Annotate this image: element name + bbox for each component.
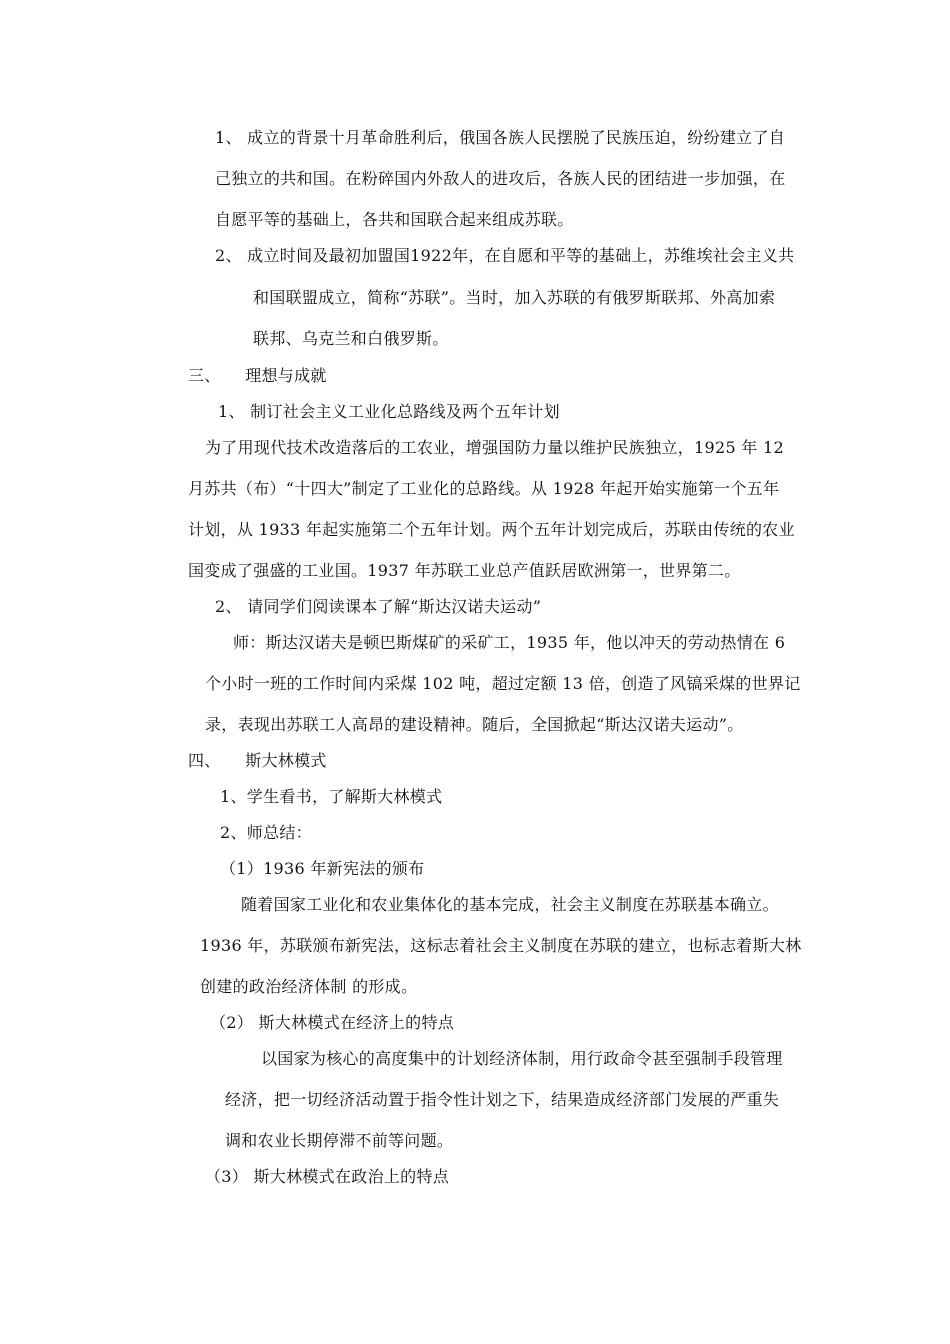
text-line: （3） 斯大林模式在政治上的特点	[205, 1167, 450, 1186]
text-line: 自愿平等的基础上，各共和国联合起来组成苏联。	[215, 210, 574, 229]
text-line: 以国家为核心的高度集中的计划经济体制，用行政命令甚至强制手段管理	[261, 1049, 783, 1068]
text-line: （1）1936 年新宪法的颁布	[220, 859, 425, 878]
text-line: 创建的政治经济体制 的形成。	[200, 977, 418, 996]
text-line: 联邦、乌克兰和白俄罗斯。	[253, 329, 449, 348]
text-line: 和国联盟成立，简称“苏联”。当时，加入苏联的有俄罗斯联邦、外高加索	[253, 288, 776, 307]
text-line: 1、 制订社会主义工业化总路线及两个五年计划	[218, 402, 560, 421]
text-line: 为了用现代技术改造落后的工农业，增强国防力量以维护民族独立，1925 年 12	[205, 438, 784, 457]
text-line: 2、 请同学们阅读课本了解“斯达汉诺夫运动”	[215, 597, 542, 616]
text-line: 月苏共（布）“十四大”制定了工业化的总路线。从 1928 年起开始实施第一个五年	[188, 479, 780, 498]
text-line: 国变成了强盛的工业国。1937 年苏联工业总产值跃居欧洲第一，世界第二。	[188, 561, 741, 580]
section-heading: 三、 理想与成就	[188, 366, 327, 385]
text-line: 随着国家工业化和农业集体化的基本完成，社会主义制度在苏联基本确立。	[241, 895, 779, 914]
text-line: 计划，从 1933 年起实施第二个五年计划。两个五年计划完成后，苏联由传统的农业	[188, 520, 795, 539]
text-line: 1、学生看书，了解斯大林模式	[220, 787, 443, 806]
text-line: （2） 斯大林模式在经济上的特点	[210, 1013, 455, 1032]
text-line: 调和农业长期停滞不前等问题。	[225, 1131, 454, 1150]
text-line: 录，表现出苏联工人高昂的建设精神。随后，全国掀起“斯达汉诺夫运动”。	[205, 715, 744, 734]
text-line: 个小时一班的工作时间内采煤 102 吨，超过定额 13 倍，创造了风镐采煤的世界记	[205, 674, 801, 693]
text-line: 经济，把一切经济活动置于指令性计划之下，结果造成经济部门发展的严重失	[225, 1090, 780, 1109]
section-heading: 四、 斯大林模式	[188, 751, 327, 770]
text-line: 2、师总结：	[220, 823, 312, 842]
text-line: 2、 成立时间及最初加盟国1922年，在自愿和平等的基础上，苏维埃社会主义共	[215, 246, 795, 265]
text-line: 己独立的共和国。在粉碎国内外敌人的进攻后，各族人民的团结进一步加强，在	[215, 169, 786, 188]
text-line: 1、 成立的背景十月革命胜利后，俄国各族人民摆脱了民族压迫，纷纷建立了自	[215, 128, 786, 147]
text-line: 1936 年，苏联颁布新宪法，这标志着社会主义制度在苏联的建立，也标志着斯大林	[200, 936, 802, 955]
text-line: 师：斯达汉诺夫是顿巴斯煤矿的采矿工，1935 年，他以冲天的劳动热情在 6	[233, 633, 786, 652]
